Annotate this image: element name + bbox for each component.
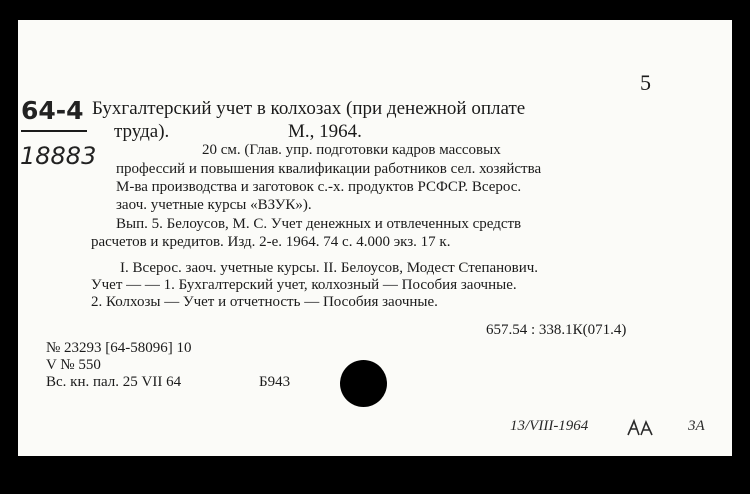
title-continuation: труда). [114, 121, 170, 142]
record-number: № 23293 [64-58096] 10 [46, 340, 192, 356]
page-number: 5 [640, 70, 651, 95]
series-line-4: заоч. учетные курсы «ВЗУК»). [116, 197, 312, 213]
size-series-line: 20 см. (Глав. упр. подготовки кадров массовых [202, 142, 501, 158]
catalog-card [18, 20, 732, 456]
tracing-line-3: 2. Колхозы — Учет и отчетность — Пособия заочные. [91, 294, 438, 310]
issue-line-2: расчетов и кредитов. Изд. 2-е. 1964. 74 с. 4.000 экз. 17 к. [91, 234, 451, 250]
v-number: V № 550 [46, 357, 101, 373]
handwritten-date: 13/VIII-1964 [510, 418, 589, 434]
handwritten-note: 3А [688, 418, 705, 434]
inventory-number: 18883 [20, 142, 97, 170]
imprint: М., 1964. [288, 121, 362, 142]
chamber-date: Вс. кн. пал. 25 VII 64 [46, 374, 182, 390]
tracing-line-1: I. Всерос. заоч. учетные курсы. II. Белоусов, Модест Степанович. [120, 260, 539, 276]
code: Б943 [259, 374, 291, 390]
class-number-underline [21, 130, 87, 132]
title-line: Бухгалтерский учет в колхозах (при денежной оплате [92, 98, 526, 119]
series-line-3: М-ва производства и заготовок с.-х. продуктов РСФСР. Всерос. [116, 179, 522, 195]
classification-index: 657.54 : 338.1К(071.4) [486, 322, 627, 338]
handwritten-initials-mark [626, 418, 656, 443]
issue-line-1: Вып. 5. Белоусов, М. С. Учет денежных и отвлеченных средств [116, 216, 522, 232]
tracing-line-2: Учет — — 1. Бухгалтерский учет, колхозный — Пособия заочные. [91, 277, 517, 293]
punch-hole [340, 360, 387, 407]
class-number: 64-4 [21, 96, 84, 125]
series-line-2: профессий и повышения квалификации работников сел. хозяйства [116, 161, 542, 177]
